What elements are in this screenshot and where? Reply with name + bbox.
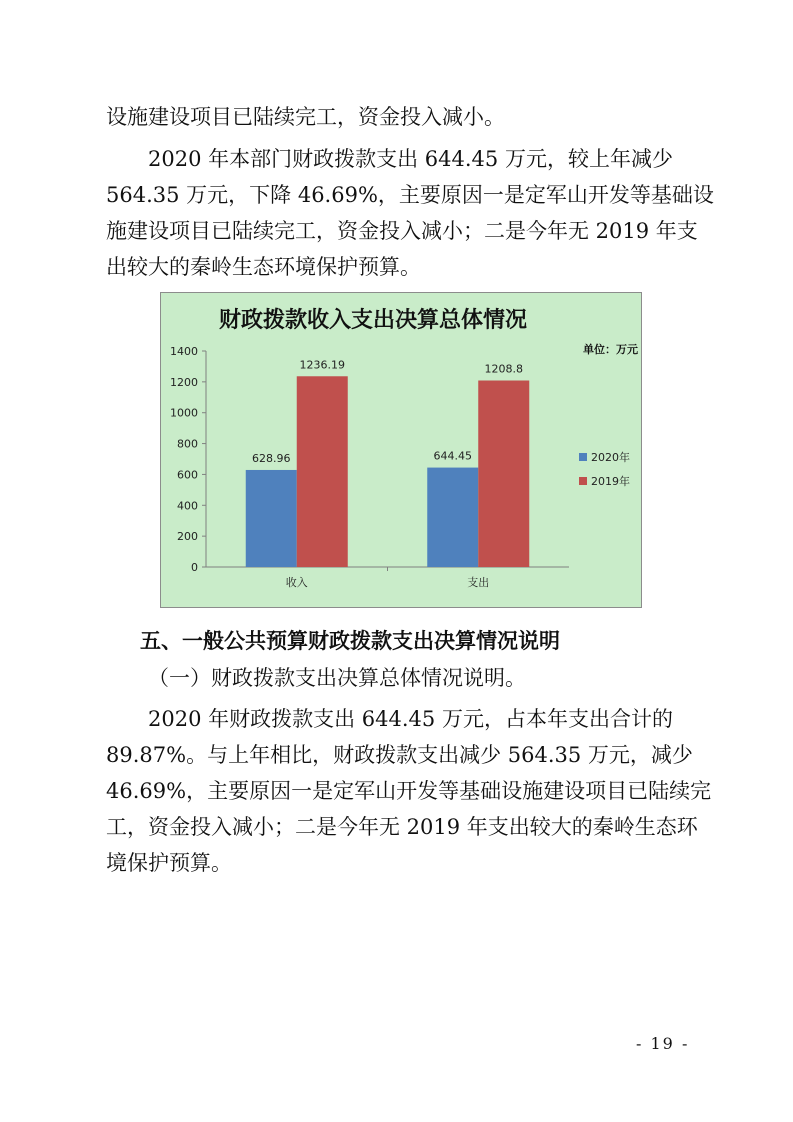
body-line-4: 施建设项目已陆续完工，资金投入减小；二是今年无 2019 年支 bbox=[106, 219, 698, 243]
body-line-10: 境保护预算。 bbox=[106, 851, 232, 875]
legend-swatch bbox=[579, 453, 587, 461]
legend-label: 2020年 bbox=[591, 451, 630, 464]
chart-container bbox=[160, 292, 642, 608]
x-tick-label: 支出 bbox=[467, 576, 490, 589]
y-tick-label: 0 bbox=[191, 561, 198, 574]
section-heading: 五、一般公共预算财政拨款支出决算情况说明 bbox=[140, 629, 560, 653]
body-line-9: 工，资金投入减小；二是今年无 2019 年支出较大的秦岭生态环 bbox=[106, 815, 698, 839]
data-label: 644.45 bbox=[433, 449, 472, 463]
y-tick-label: 400 bbox=[177, 499, 198, 513]
bar-2020年-支出 bbox=[427, 468, 478, 567]
body-line-8: 46.69%，主要原因一是定军山开发等基础设施建设项目已陆续完 bbox=[106, 779, 712, 803]
unit-label: 单位：万元 bbox=[583, 343, 638, 356]
y-tick-label: 200 bbox=[177, 530, 198, 544]
y-tick-label: 800 bbox=[177, 437, 198, 451]
y-tick-label: 1400 bbox=[170, 345, 198, 358]
bar-chart bbox=[161, 293, 641, 607]
y-tick-label: 600 bbox=[177, 468, 198, 482]
body-line-2: 2020 年本部门财政拨款支出 644.45 万元，较上年减少 bbox=[148, 147, 673, 171]
y-tick-label: 1200 bbox=[170, 375, 198, 389]
body-line-6: 2020 年财政拨款支出 644.45 万元，占本年支出合计的 bbox=[148, 707, 673, 731]
body-line-5: 出较大的秦岭生态环境保护预算。 bbox=[106, 255, 421, 279]
body-line-7: 89.87%。与上年相比，财政拨款支出减少 564.35 万元，减少 bbox=[106, 743, 693, 767]
bar-2019年-收入 bbox=[297, 376, 348, 567]
body-line-3: 564.35 万元，下降 46.69%，主要原因一是定军山开发等基础设 bbox=[106, 183, 714, 207]
chart-title: 财政拨款收入支出决算总体情况 bbox=[218, 308, 528, 333]
bar-2019年-支出 bbox=[478, 380, 529, 567]
bar-2020年-收入 bbox=[246, 470, 297, 567]
page-number: - 19 - bbox=[636, 1034, 690, 1053]
data-label: 628.96 bbox=[252, 451, 291, 465]
legend-swatch bbox=[579, 477, 587, 485]
data-label: 1236.19 bbox=[299, 358, 345, 372]
body-line-1: 设施建设项目已陆续完工，资金投入减小。 bbox=[106, 105, 505, 129]
x-tick-label: 收入 bbox=[285, 576, 308, 589]
sub-heading: （一）财政拨款支出决算总体情况说明。 bbox=[148, 666, 526, 690]
data-label: 1208.8 bbox=[484, 362, 523, 376]
y-tick-label: 1000 bbox=[170, 406, 198, 420]
legend-label: 2019年 bbox=[591, 475, 630, 488]
